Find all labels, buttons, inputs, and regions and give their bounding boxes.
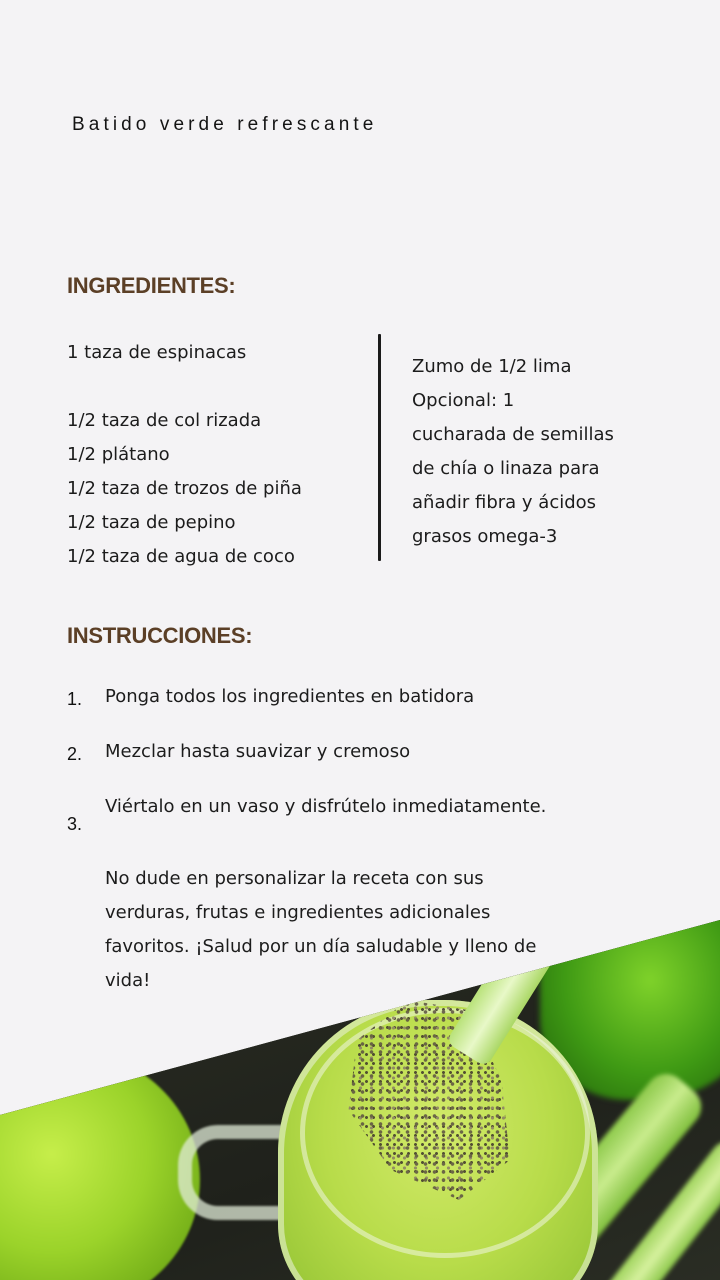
step-text: Ponga todos los ingredientes en batidora [105,686,475,707]
ingredient-line: grasos omega-3 [412,526,558,547]
step-number: 1. [67,689,83,709]
ingredients-heading: INGREDIENTES: [67,273,236,298]
step-text: Mezclar hasta suavizar y cremoso [105,741,411,762]
step-number: 3. [67,814,83,834]
column-divider [378,334,381,561]
ingredients-list-left [67,336,302,574]
closing-note: No dude en personalizar la receta con sus verduras, frutas e ingredientes adicionales favoritos. ¡Salud por un día saludable y lleno de vida! [105,868,537,991]
step-number: 2. [67,744,83,764]
ingredient-item: 1/2 taza de trozos de piña [67,478,302,499]
ingredient-line: añadir fibra y ácidos [412,492,597,513]
recipe-subtitle: Batido verde refrescante [72,114,378,135]
ingredient-line: cucharada de semillas [412,424,614,445]
ingredient-spacer [67,370,302,404]
ingredient-item: 1/2 plátano [67,444,170,465]
ingredient-item: 1/2 taza de agua de coco [67,546,295,567]
ingredient-item: 1 taza de espinacas [67,342,247,363]
step-text: Viértalo en un vaso y disfrútelo inmediatamente. [105,796,547,817]
ingredient-line: Zumo de 1/2 lima [412,356,572,377]
ingredient-line: de chía o linaza para [412,458,600,479]
instructions-heading: INSTRUCCIONES: [67,623,253,648]
jar-handle [178,1125,288,1220]
ingredient-item: 1/2 taza de col rizada [67,410,262,431]
ingredient-item: 1/2 taza de pepino [67,512,236,533]
ingredients-list-right [412,350,652,554]
ingredient-line: Opcional: 1 [412,390,515,411]
